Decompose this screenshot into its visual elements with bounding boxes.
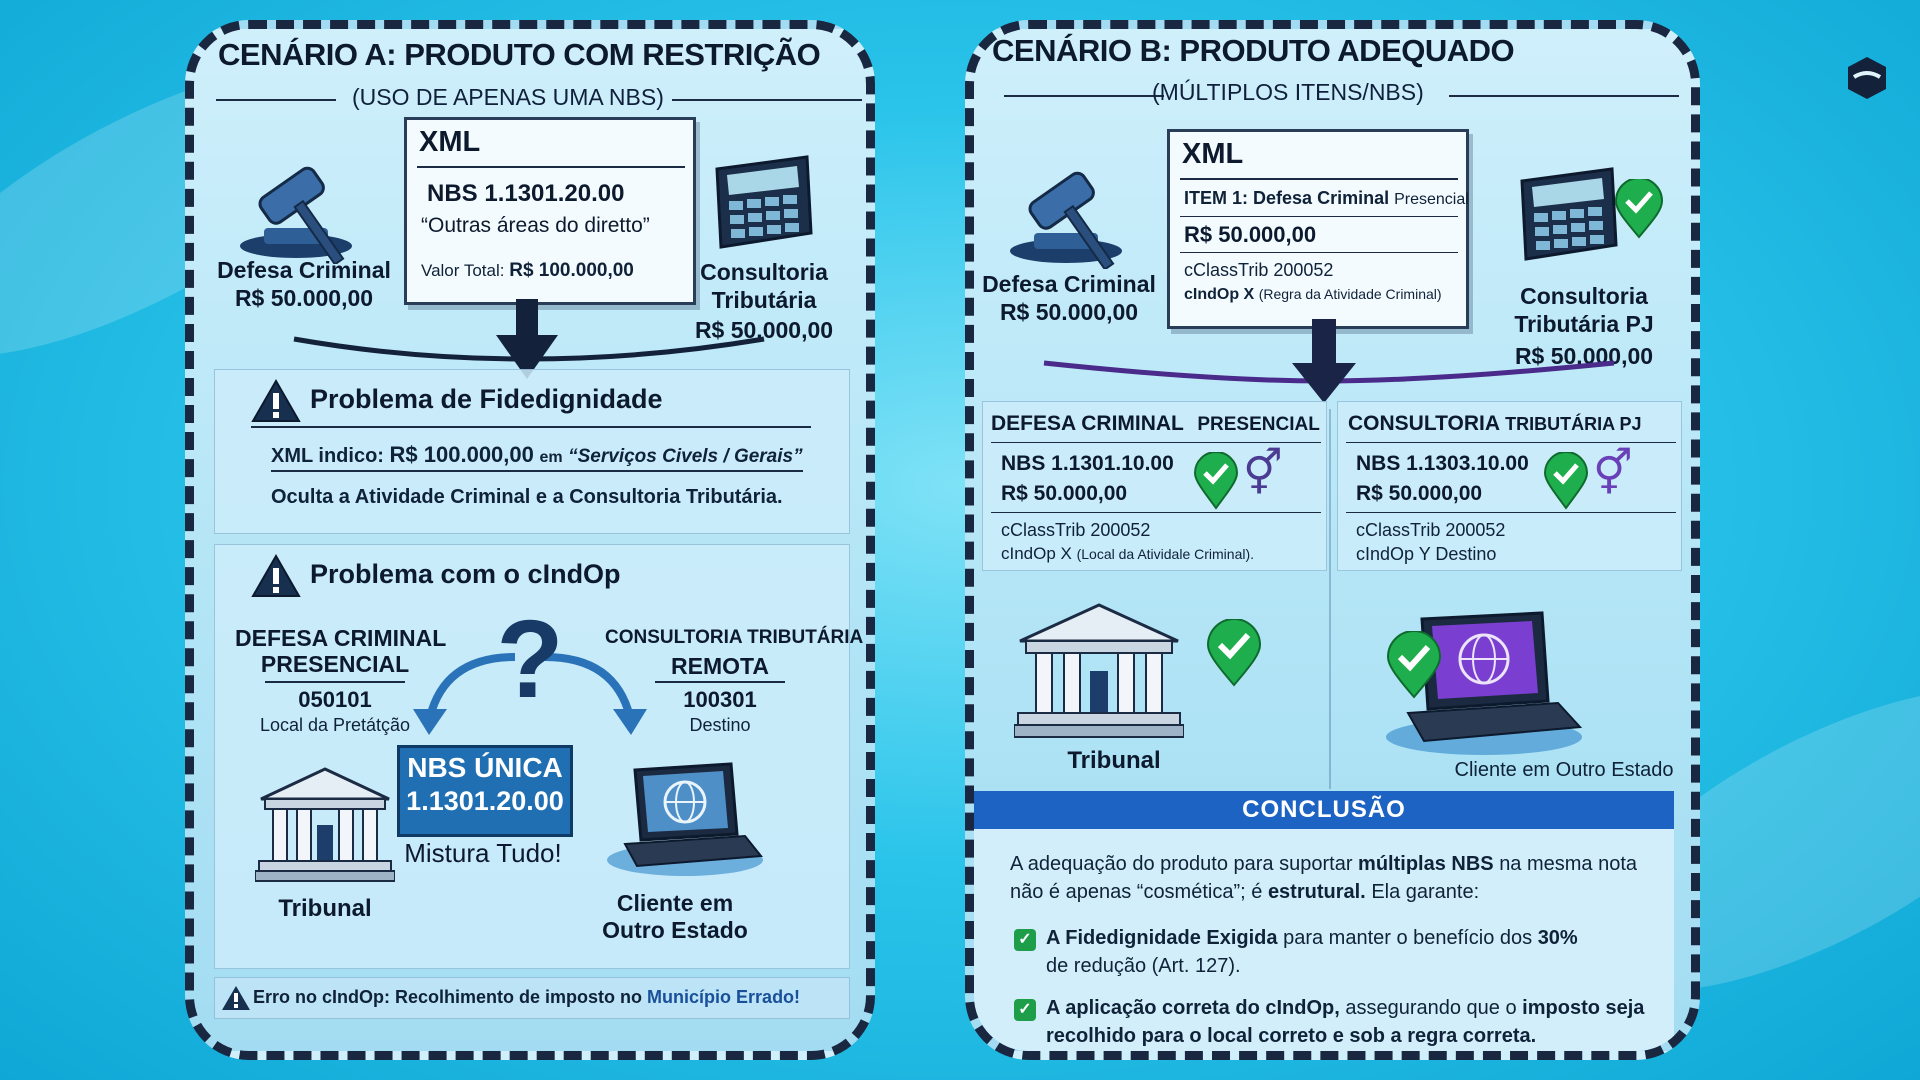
cindop-left-title-1: DEFESA CRIMINAL (235, 625, 447, 651)
xml-document-card (404, 117, 696, 305)
location-pin-icon: ⚥ (1243, 449, 1283, 498)
col-left-cindop-note: (Local da Atividale Criminal). (1076, 546, 1255, 562)
conc-b2-b: cIndOp, (1265, 997, 1340, 1019)
location-pin-icon: ⚥ (1593, 449, 1633, 498)
conc-b2-e: recolhido para o local correto e sob a regra correta. (1046, 1025, 1537, 1047)
divider (1329, 409, 1331, 789)
col-right-value: R$ 50.000,00 (1356, 482, 1483, 505)
xml-b-ctrib: cClassTrib 200052 (1184, 260, 1334, 280)
check-pin-icon (1206, 619, 1262, 687)
col-left-nbs: NBS 1.1301.10.00 (1001, 452, 1174, 475)
mistura-tudo: Mistura Tudo! (404, 838, 562, 868)
xml-document-card-b (1167, 129, 1469, 329)
col-left-title-a: DEFESA CRIMINAL (991, 412, 1184, 435)
col-left-cindop: cIndOp X (1001, 544, 1072, 563)
conclusion-body (974, 829, 1674, 1060)
fidedignidade-section (214, 369, 850, 534)
conc-b1-a: A Fidedignidade Exigida (1046, 927, 1278, 949)
conc-p2-c: Ela garante: (1371, 881, 1480, 903)
col-left-title-b: PRESENCIAL (1197, 414, 1320, 435)
consultoria-label-2: Tributária (711, 287, 817, 313)
scenario-b-subtitle: (MÚLTIPLOS ITENS/NBS) (1152, 79, 1424, 105)
warning-icon (251, 553, 301, 599)
conc-p2-b: estrutural. (1267, 881, 1366, 903)
conc-b2-d: imposto seja (1522, 997, 1645, 1019)
check-pin-icon (1193, 452, 1239, 510)
cindop-right-title-2: REMOTA (671, 653, 769, 679)
xml-b-item-name: Defesa Criminal (1253, 188, 1390, 208)
xml-b-item-tag: Presencial (1394, 191, 1469, 208)
xml-b-cindop-note: (Regra da Atividade Criminal) (1258, 286, 1442, 302)
col-consultoria (1337, 401, 1682, 571)
conc-b1-b: para manter o benefício dos (1283, 927, 1533, 949)
error-text-a: Recolhimento de imposto no (395, 987, 643, 1007)
courthouse-icon (255, 765, 395, 885)
xml-b-item-label: ITEM 1: (1184, 188, 1249, 208)
nbs-unica-code: 1.1301.20.00 (406, 786, 564, 816)
cliente-b-label: Cliente em Outro Estado (1454, 759, 1674, 781)
conc-p2-a: não é apenas “cosmética”; é (1010, 881, 1263, 903)
consultoria-b-label-2: Tributária PJ (1514, 311, 1654, 337)
cindop-left-code: 050101 (298, 687, 372, 712)
scenario-b-title: CENÁRIO B: PRODUTO ADEQUADO (992, 33, 1515, 68)
col-right-nbs: NBS 1.1303.10.00 (1356, 452, 1529, 475)
defesa-criminal-value: R$ 50.000,00 (234, 285, 374, 311)
error-text-b: Município Errado! (647, 987, 801, 1007)
xml-b-title: XML (1182, 138, 1244, 170)
xml-title: XML (419, 126, 481, 158)
col-left-value: R$ 50.000,00 (1001, 482, 1128, 505)
conclusion-bar: CONCLUSÃO (974, 791, 1674, 829)
col-right-cindop: cIndOp Y Destino (1356, 544, 1497, 564)
consultoria-b-value: R$ 50.000,00 (1514, 343, 1654, 369)
scenario-b-panel (965, 20, 1700, 1060)
tribunal-label: Tribunal (278, 895, 372, 922)
defesa-criminal-value-b: R$ 50.000,00 (999, 299, 1139, 325)
error-bar (214, 977, 850, 1019)
cindop-right-caption: Destino (689, 715, 751, 735)
conc-b2-a: A aplicação correta do (1046, 997, 1260, 1019)
fid-line1-a: XML indico: (271, 445, 384, 467)
col-right-title-b: TRIBUTÁRIA PJ (1505, 414, 1642, 434)
warning-icon (251, 378, 301, 424)
warning-icon (221, 984, 251, 1012)
conc-b1-e: (Art. 127). (1151, 955, 1241, 977)
conc-b1-c: 30% (1537, 927, 1578, 949)
conc-p1-a: A adequação do produto para suportar (1010, 853, 1353, 875)
consultoria-value: R$ 50.000,00 (694, 317, 834, 343)
cindop-right-title-1: CONSULTORIA TRIBUTÁRIA (605, 627, 864, 648)
tribunal-b-label: Tribunal (1067, 747, 1161, 774)
defesa-criminal-label-b: Defesa Criminal (982, 271, 1156, 297)
check-pin-icon (1614, 179, 1664, 239)
check-square-icon: ✓ (1014, 999, 1036, 1021)
conc-b2-c: assegurando que o (1345, 997, 1517, 1019)
cindop-title: Problema com o cIndOp (310, 559, 621, 589)
cliente-label-2: Outro Estado (602, 917, 748, 943)
scenario-a-panel (185, 20, 875, 1060)
col-right-ctrib: cClassTrib 200052 (1356, 520, 1506, 540)
xml-total-value: R$ 100.000,00 (509, 260, 634, 281)
conc-p1-b: múltiplas NBS (1358, 853, 1494, 875)
scenario-a-title: CENÁRIO A: PRODUTO COM RESTRIÇÃO (218, 37, 821, 72)
logo-icon (1846, 55, 1888, 101)
calculator-icon (1504, 161, 1624, 271)
check-pin-icon (1543, 452, 1589, 510)
consultoria-label-1: Consultoria (700, 259, 828, 285)
fid-line1-b: R$ 100.000,00 (389, 442, 534, 467)
fidedignidade-title: Problema de Fidedignidade (310, 384, 663, 414)
col-defesa-criminal (982, 401, 1327, 571)
courthouse-icon (1014, 601, 1184, 741)
fid-line1-c: em (539, 449, 563, 466)
nbs-unica-box (397, 745, 573, 837)
consultoria-b-label-1: Consultoria (1520, 283, 1648, 309)
conc-b1-d: de redução (1046, 955, 1147, 977)
fid-line2: Oculta a Atividade Criminal e a Consultoria Tributária. (271, 486, 783, 508)
gavel-icon (234, 154, 384, 264)
cindop-right-code: 100301 (683, 687, 757, 712)
error-label: Erro no cIndOp: (253, 987, 390, 1007)
xml-b-cindop: cIndOp X (1184, 286, 1255, 303)
nbs-unica-label: NBS ÚNICA (407, 752, 563, 783)
defesa-criminal-label: Defesa Criminal (217, 257, 391, 283)
scenario-a-subtitle: (USO DE APENAS UMA NBS) (352, 84, 664, 110)
cindop-left-caption: Local da Pretátção (259, 715, 411, 735)
cindop-section (214, 544, 864, 969)
cindop-left-title-2: PRESENCIAL (260, 651, 410, 677)
calculator-icon (699, 149, 819, 259)
conc-p1-c: na mesma nota (1499, 853, 1638, 875)
col-left-ctrib: cClassTrib 200052 (1001, 520, 1151, 540)
xml-total-label: Valor Total: (421, 261, 505, 280)
gavel-icon (1004, 159, 1154, 269)
check-pin-icon (1386, 631, 1442, 699)
col-right-title-a: CONSULTORIA (1348, 412, 1500, 435)
xml-description: “Outras áreas do diretto” (421, 214, 650, 237)
split-arrow-icon (1034, 319, 1624, 409)
xml-b-value: R$ 50.000,00 (1184, 222, 1317, 247)
laptop-icon (605, 760, 765, 880)
xml-nbs: NBS 1.1301.20.00 (427, 180, 625, 207)
check-square-icon: ✓ (1014, 929, 1036, 951)
question-mark: ? (496, 598, 564, 721)
fid-line1-d: “Serviços Civels / Gerais” (568, 446, 803, 467)
cliente-label-1: Cliente em (616, 890, 734, 916)
